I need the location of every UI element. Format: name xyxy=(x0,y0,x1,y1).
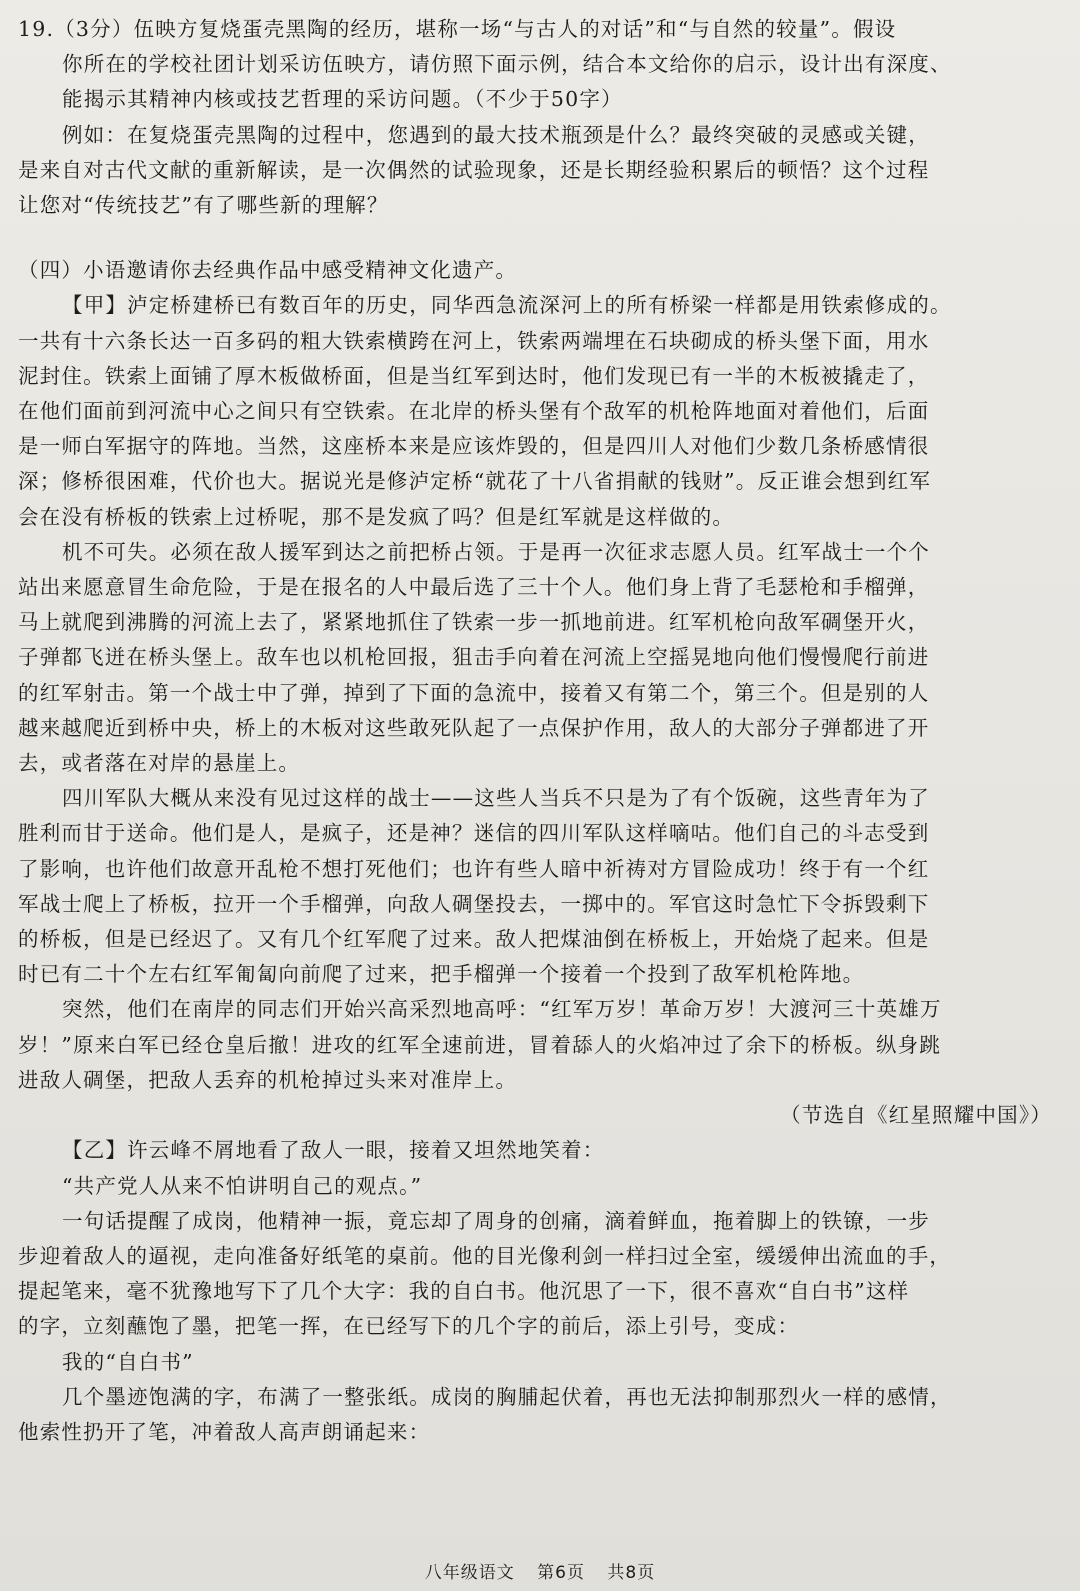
question-19-line-3: 能揭示其精神内核或技艺哲理的采访问题。（不少于50字） xyxy=(62,87,623,112)
para2-line: 站出来愿意冒生命危险，于是在报名的人中最后选了三十个人。他们身上背了毛瑟枪和手榴弹， xyxy=(18,575,930,600)
example-line-1: 例如：在复烧蛋壳黑陶的过程中，您遇到的最大技术瓶颈是什么？最终突破的灵感或关键， xyxy=(62,122,930,147)
para3-line: 军战士爬上了桥板，拉开一个手榴弹，向敌人碉堡投去，一掷中的。军官这时急忙下令拆毁剩下 xyxy=(18,891,930,916)
jia-line: 深；修桥很困难，代价也大。据说光是修泸定桥“就花了十八省捐献的钱财”。反正谁会想到红军 xyxy=(18,469,932,494)
source-citation: （节选自《红星照耀中国》） xyxy=(780,1103,1052,1128)
para3-line: 四川军队大概从来没有见过这样的战士——这些人当兵不只是为了有个饭碗，这些青年为了 xyxy=(62,786,930,811)
para2-line: 子弹都飞迸在桥头堡上。敌车也以机枪回报，狙击手向着在河流上空摇晃地向他们慢慢爬行前进 xyxy=(18,645,930,670)
yi-line: 步迎着敌人的逼视，走向准备好纸笔的桌前。他的目光像利剑一样扫过全室，缓缓伸出流血的手， xyxy=(18,1243,952,1268)
example-line-2: 是来自对古代文献的重新解读，是一次偶然的试验现象，还是长期经验积累后的顿悟？这个过程 xyxy=(18,157,930,182)
passage-yi xyxy=(18,1133,1064,1450)
para2-line: 越来越爬近到桥中央，桥上的木板对这些敢死队起了一点保护作用，敌人的大部分子弹都进了开 xyxy=(18,715,930,740)
jia-line: 一共有十六条长达一百多码的粗大铁索横跨在河上，铁索两端埋在石块砌成的桥头堡下面，用水 xyxy=(18,328,930,353)
yi-line: 一句话提醒了成岗，他精神一振，竟忘却了周身的创痛，滴着鲜血，拖着脚上的铁镣，一步 xyxy=(62,1208,930,1233)
passage-jia xyxy=(18,288,1064,1133)
yi-line: 提起笔来，毫不犹豫地写下了几个大字：我的自白书。他沉思了一下，很不喜欢“自白书”这样 xyxy=(18,1279,910,1304)
para3-line: 胜利而甘于送命。他们是人，是疯子，还是神？迷信的四川军队这样嘀咕。他们自己的斗志受到 xyxy=(18,821,930,846)
yi-line: 【乙】许云峰不屑地看了敌人一眼，接着又坦然地笑着： xyxy=(62,1138,605,1163)
jia-line: 在他们面前到河流中心之间只有空铁索。在北岸的桥头堡有个敌军的机枪阵地面对着他们，后面 xyxy=(18,399,930,424)
jia-line: 泥封住。铁索上面铺了厚木板做桥面，但是当红军到达时，他们发现已有一半的木板被撬走了， xyxy=(18,363,930,388)
yi-line: “共产党人从来不怕讲明自己的观点。” xyxy=(62,1173,423,1198)
footer-subject: 八年级语文 xyxy=(424,1563,515,1583)
footer-total-pages: 共8页 xyxy=(607,1563,656,1583)
yi-line: 几个墨迹饱满的字，布满了一整张纸。成岗的胸脯起伏着，再也无法抑制那烈火一样的感情， xyxy=(62,1384,952,1409)
para4-line: 岁！”原来白军已经仓皇后撤！进攻的红军全速前进，冒着舔人的火焰冲过了余下的桥板。纵身跳 xyxy=(18,1032,942,1057)
para3-line: 时已有二十个左右红军匍匐向前爬了过来，把手榴弹一个接着一个投到了敌军机枪阵地。 xyxy=(18,962,865,987)
section-4-title: （四）小语邀请你去经典作品中感受精神文化遗产。 xyxy=(18,258,518,283)
para4-line: 进敌人碉堡，把敌人丢弃的机枪掉过头来对准岸上。 xyxy=(18,1067,518,1092)
question-19 xyxy=(18,12,1064,223)
jia-line: 是一师白军据守的阵地。当然，这座桥本来是应该炸毁的，但是四川人对他们少数几条桥感情很 xyxy=(18,434,930,459)
para2-line: 的红军射击。第一个战士中了弹，掉到了下面的急流中，接着又有第二个，第三个。但是别的人 xyxy=(18,680,930,705)
spacer xyxy=(18,223,1064,253)
para3-line: 了影响，也许他们故意开乱枪不想打死他们；也许有些人暗中祈祷对方冒险成功！终于有一个红 xyxy=(18,856,930,881)
example-line-3: 让您对“传统技艺”有了哪些新的理解？ xyxy=(18,193,389,218)
para2-line: 机不可失。必须在敌人援军到达之前把桥占领。于是再一次征求志愿人员。红军战士一个个 xyxy=(62,539,930,564)
yi-line: 我的“自白书” xyxy=(62,1349,194,1374)
jia-line: 会在没有桥板的铁索上过桥呢，那不是发疯了吗？但是红军就是这样做的。 xyxy=(18,504,735,529)
para2-line: 马上就爬到沸腾的河流上去了，紧紧地抓住了铁索一步一抓地前进。红军机枪向敌军碉堡开火， xyxy=(18,610,930,635)
page-footer xyxy=(0,1558,1080,1583)
para3-line: 的桥板，但是已经迟了。又有几个红军爬了过来。敌人把煤油倒在桥板上，开始烧了起来。但是 xyxy=(18,927,930,952)
section-4 xyxy=(18,253,1064,1450)
footer-page-number: 第6页 xyxy=(537,1563,585,1583)
jia-line: 【甲】泸定桥建桥已有数百年的历史，同华西急流深河上的所有桥梁一样都是用铁索修成的。 xyxy=(62,293,952,318)
para2-line: 去，或者落在对岸的悬崖上。 xyxy=(18,751,301,776)
para4-line: 突然，他们在南岸的同志们开始兴高采烈地高呼：“红军万岁！革命万岁！大渡河三十英雄万 xyxy=(62,997,942,1022)
yi-line: 的字，立刻蘸饱了墨，把笔一挥，在已经写下的几个字的前后，添上引号，变成： xyxy=(18,1314,800,1339)
question-19-line-1: 19.（3分）伍映方复烧蛋壳黑陶的经历，堪称一场“与古人的对话”和“与自然的较量”。假设 xyxy=(18,17,897,41)
question-19-line-2: 你所在的学校社团计划采访伍映方，请仿照下面示例，结合本文给你的启示，设计出有深度、 xyxy=(62,52,952,77)
yi-line: 他索性扔开了笔，冲着敌人高声朗诵起来： xyxy=(18,1419,431,1444)
